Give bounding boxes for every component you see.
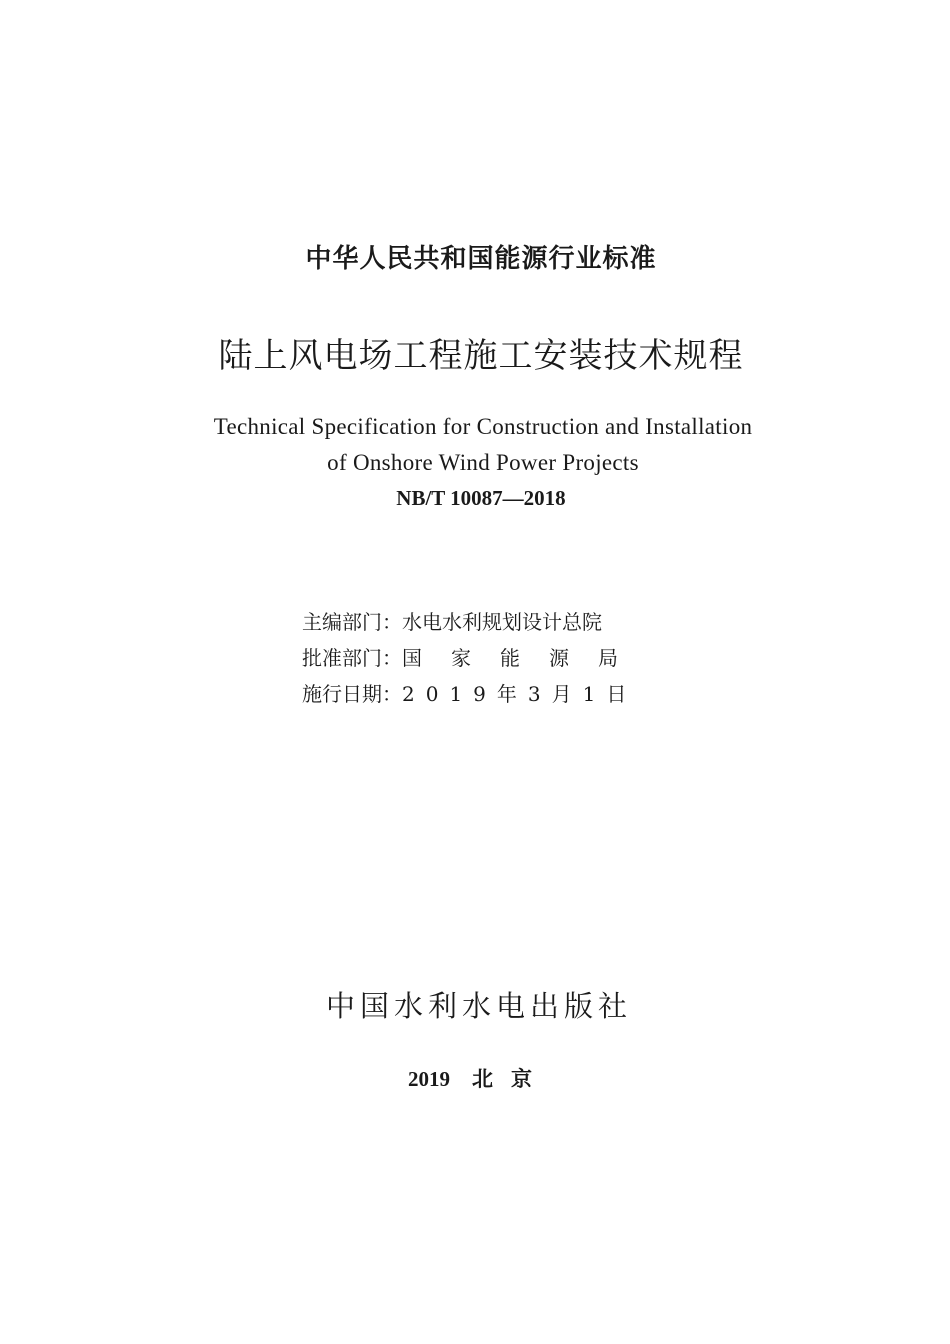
document-title-english-line1: Technical Specification for Construction and Installation bbox=[213, 414, 753, 439]
publication-line bbox=[4, 1063, 950, 1093]
approval-department-label: 批准部门： bbox=[302, 646, 402, 670]
approval-department-row bbox=[302, 642, 702, 671]
effective-date-label: 施行日期： bbox=[302, 682, 402, 706]
publisher-name: 中国水利水电出版社 bbox=[325, 989, 632, 1023]
effective-date-value: 2019年3月1日 bbox=[402, 682, 638, 706]
standard-series-heading: 中华人民共和国能源行业标准 bbox=[305, 244, 657, 274]
effective-date-row bbox=[302, 678, 702, 707]
approval-department-value: 国家能源局 bbox=[402, 646, 647, 670]
document-title-english-line2: of Onshore Wind Power Projects bbox=[327, 450, 639, 475]
editor-department-value: 水电水利规划设计总院 bbox=[402, 610, 602, 634]
publication-city: 北京 bbox=[472, 1066, 550, 1091]
publication-year: 2019 bbox=[408, 1067, 450, 1091]
editor-department-row bbox=[302, 606, 702, 635]
document-title-chinese: 陆上风电场工程施工安装技术规程 bbox=[218, 336, 744, 376]
editor-department-label: 主编部门： bbox=[302, 610, 402, 634]
standard-code: NB/T 10087—2018 bbox=[396, 486, 566, 510]
